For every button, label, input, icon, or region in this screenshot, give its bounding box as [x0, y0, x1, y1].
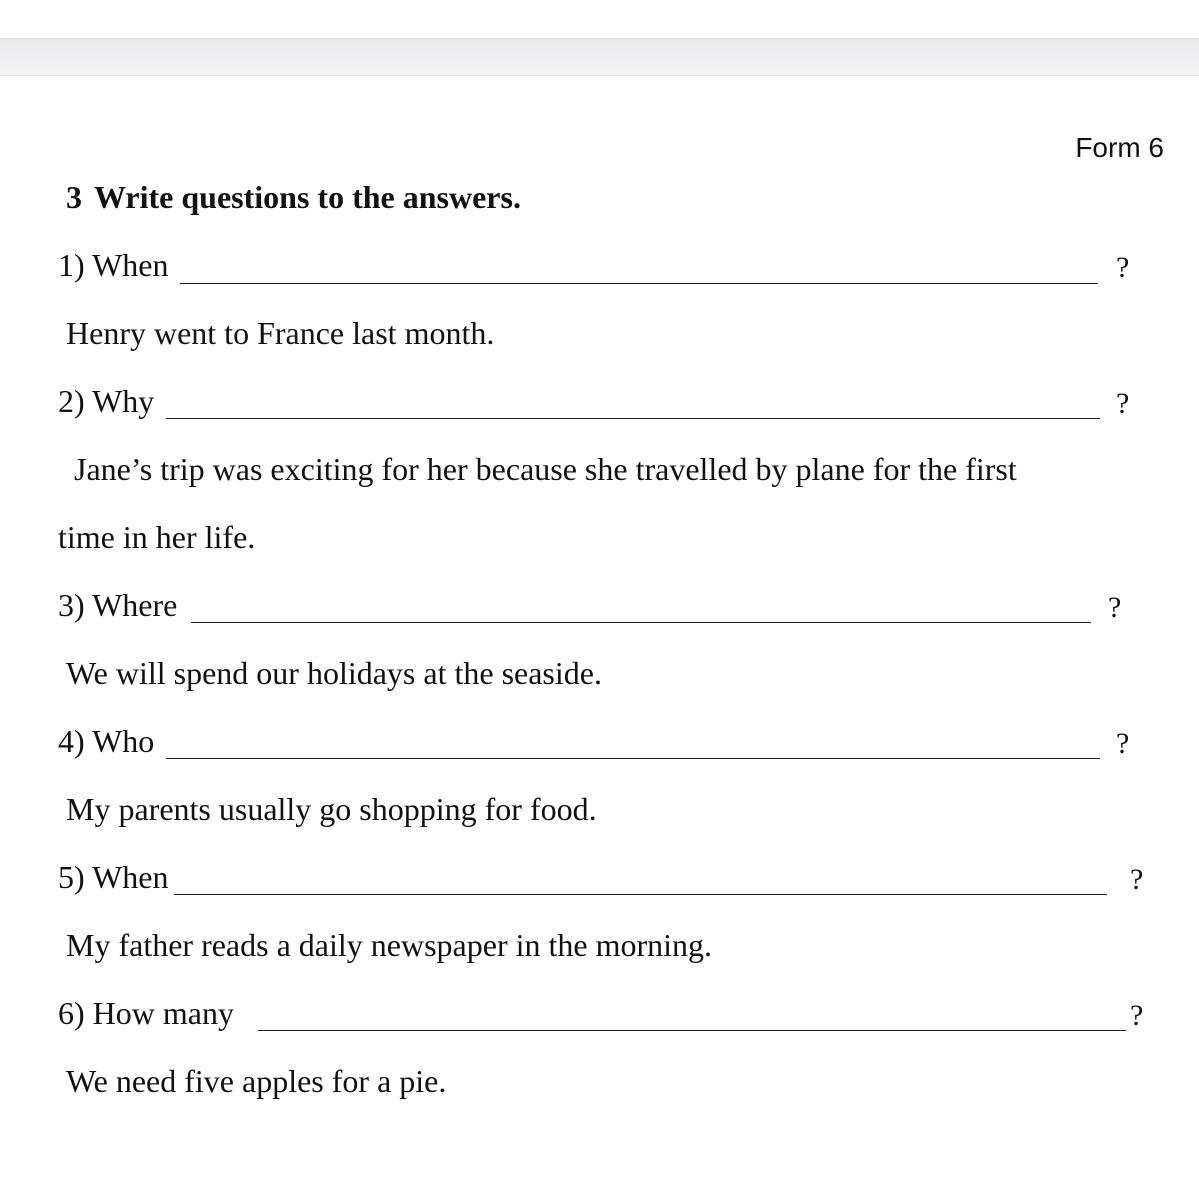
top-toolbar-strip	[0, 38, 1199, 76]
question-mark-2: ?	[1116, 387, 1130, 420]
answer-blank-3[interactable]	[191, 622, 1091, 623]
question-prompt-6: 6) How many	[58, 995, 234, 1031]
question-prompt-4: 4) Who	[58, 723, 155, 759]
answer-blank-6[interactable]	[258, 1030, 1126, 1031]
answer-text-5: My father reads a daily newspaper in the morning.	[66, 927, 713, 963]
answer-text-4: My parents usually go shopping for food.	[66, 791, 597, 827]
answer-text-2: Jane’s trip was exciting for her because she travelled by plane for the first	[74, 451, 1017, 487]
form-label: Form 6	[1075, 132, 1164, 163]
answer-text-2-continued: time in her life.	[58, 519, 256, 555]
answer-blank-2[interactable]	[166, 418, 1100, 419]
question-mark-4: ?	[1116, 727, 1130, 760]
task-heading	[66, 178, 521, 216]
answer-blank-1[interactable]	[180, 283, 1098, 284]
task-title: Write questions to the answers.	[94, 179, 521, 215]
question-mark-3: ?	[1108, 591, 1122, 624]
question-prompt-1: 1) When	[58, 247, 169, 283]
answer-blank-4[interactable]	[166, 758, 1100, 759]
answer-text-1: Henry went to France last month.	[66, 315, 495, 351]
question-prompt-3: 3) Where	[58, 587, 178, 623]
question-mark-6: ?	[1130, 999, 1144, 1032]
question-mark-5: ?	[1130, 863, 1144, 896]
answer-text-6: We need five apples for a pie.	[66, 1063, 447, 1099]
question-prompt-2: 2) Why	[58, 383, 155, 419]
answer-blank-5[interactable]	[174, 894, 1107, 895]
task-number: 3	[66, 179, 82, 215]
question-prompt-5: 5) When	[58, 859, 169, 895]
answer-text-3: We will spend our holidays at the seaside.	[66, 655, 602, 691]
question-mark-1: ?	[1116, 251, 1130, 284]
